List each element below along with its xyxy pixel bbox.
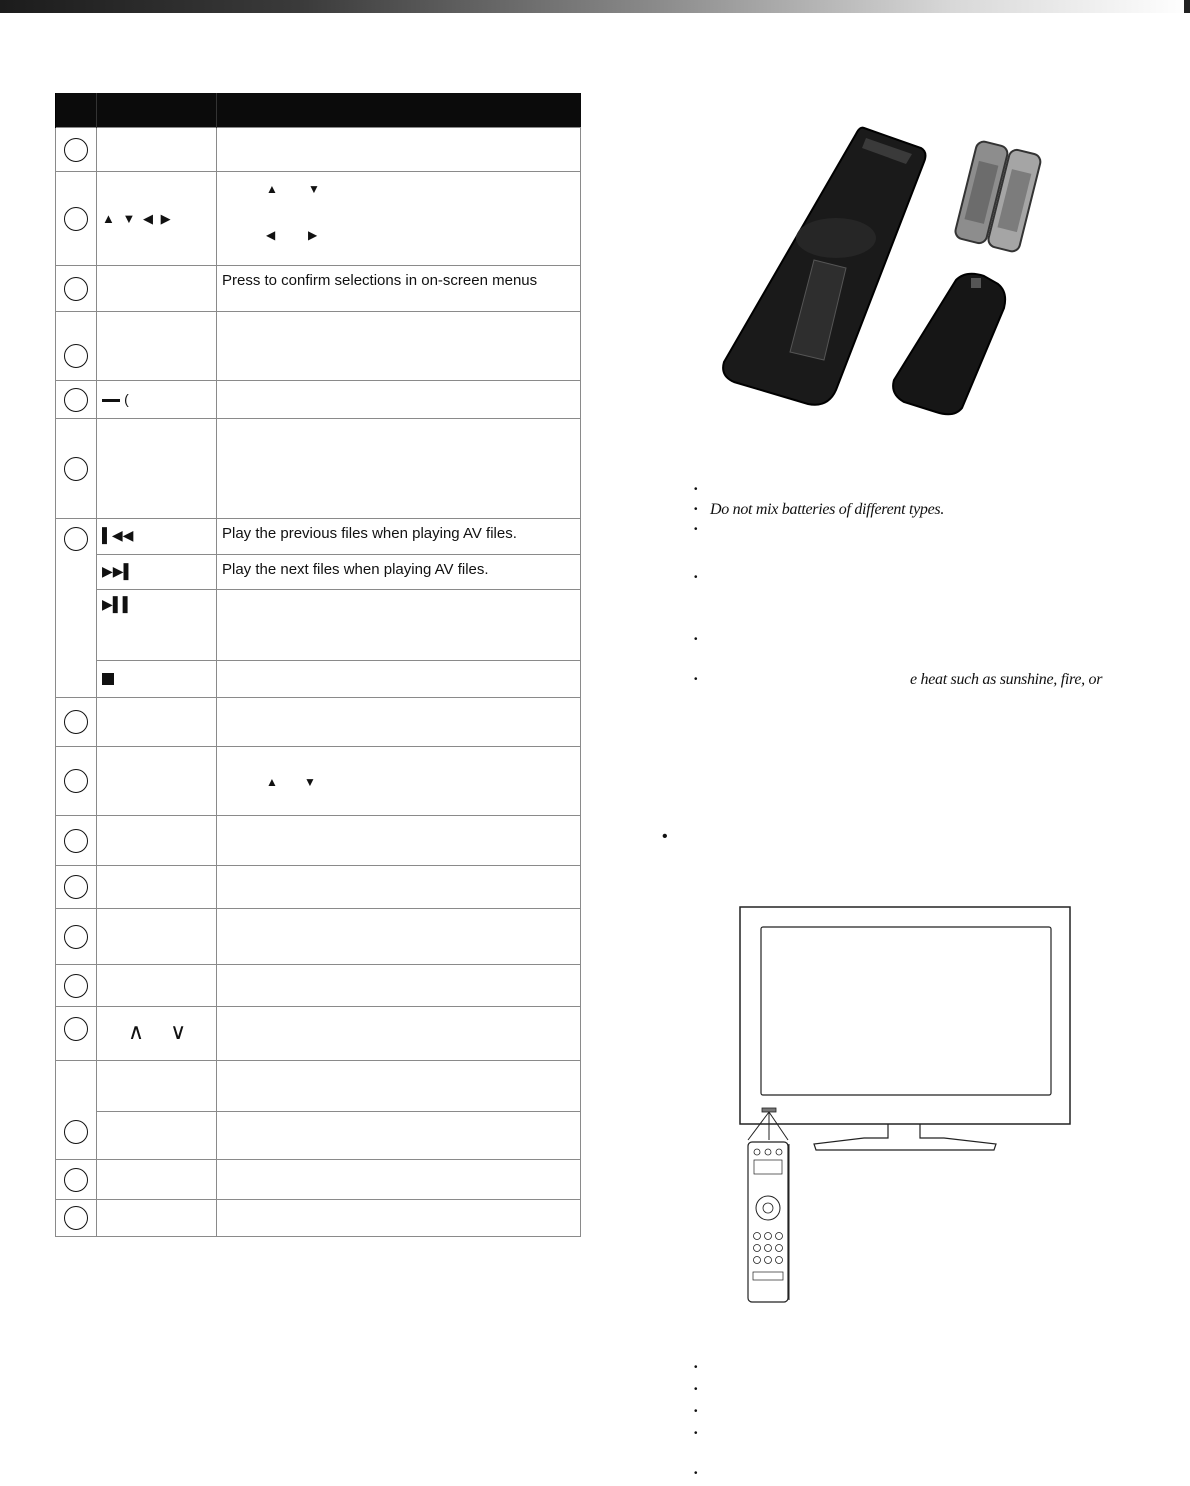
row-number-cell bbox=[56, 128, 97, 172]
small-remote bbox=[748, 1142, 789, 1302]
note-item bbox=[694, 1380, 710, 1402]
number-circle bbox=[64, 388, 88, 412]
battery-cautions-list-3 bbox=[694, 630, 710, 650]
description-cell bbox=[217, 965, 581, 1007]
description-cell bbox=[217, 172, 581, 266]
description-cell bbox=[217, 128, 581, 172]
cover-clip bbox=[971, 278, 981, 288]
caution-heat-text: • e heat such as sunshine, fire, or bbox=[910, 671, 1103, 688]
button-cell bbox=[97, 590, 217, 661]
up-arrow-icon: ▲ bbox=[266, 182, 278, 196]
table-row bbox=[56, 1007, 581, 1061]
description-cell bbox=[217, 866, 581, 909]
description-cell bbox=[217, 1160, 581, 1200]
row-number-cell bbox=[56, 909, 97, 965]
button-cell bbox=[97, 866, 217, 909]
button-cell bbox=[97, 266, 217, 312]
description-cell bbox=[217, 1200, 581, 1237]
channel-chevrons bbox=[102, 1019, 186, 1044]
remote-buttons-table bbox=[55, 93, 581, 1237]
table-row bbox=[56, 965, 581, 1007]
table-row bbox=[56, 1061, 581, 1112]
number-circle bbox=[64, 138, 88, 162]
button-cell bbox=[97, 1200, 217, 1237]
row-number-cell bbox=[56, 698, 97, 747]
row-number-cell bbox=[56, 747, 97, 816]
table-row bbox=[56, 698, 581, 747]
number-circle bbox=[64, 1017, 88, 1041]
button-cell bbox=[97, 555, 217, 590]
note-item bbox=[694, 1358, 710, 1380]
remote-grip-curve bbox=[796, 218, 876, 258]
next-icon: ▶▶▌ bbox=[102, 563, 134, 579]
row-number-cell bbox=[56, 519, 97, 698]
table-row bbox=[56, 661, 581, 698]
table-row bbox=[56, 555, 581, 590]
button-cell bbox=[97, 747, 217, 816]
description-cell bbox=[217, 698, 581, 747]
number-circle bbox=[64, 457, 88, 481]
button-cell bbox=[97, 172, 217, 266]
tv-remote-range-illustration bbox=[724, 900, 1104, 1310]
description-cell bbox=[217, 1061, 581, 1112]
previous-description: Play the previous files when playing AV files. bbox=[217, 519, 581, 555]
down-arrow-icon: ▼ bbox=[308, 182, 320, 196]
description-cell bbox=[217, 661, 581, 698]
caution-item bbox=[694, 630, 710, 650]
description-cell bbox=[217, 909, 581, 965]
note-item bbox=[694, 1402, 710, 1424]
button-cell bbox=[97, 1160, 217, 1200]
number-circle bbox=[64, 527, 88, 551]
next-description: Play the next files when playing AV files. bbox=[217, 555, 581, 590]
number-circle bbox=[64, 1120, 88, 1144]
channel-up-icon: ∧ bbox=[128, 1019, 145, 1044]
direction-arrows-icon: ▲ ▼ ◀ ▶ bbox=[102, 210, 173, 226]
table-row bbox=[56, 1112, 581, 1160]
table-row bbox=[56, 909, 581, 965]
battery-cautions-list-4 bbox=[694, 670, 1103, 690]
number-circle bbox=[64, 207, 88, 231]
description-cell bbox=[217, 590, 581, 661]
button-cell bbox=[97, 816, 217, 866]
battery-cautions-list-2 bbox=[694, 568, 710, 588]
row-number-cell bbox=[56, 816, 97, 866]
row-number-cell bbox=[56, 1200, 97, 1237]
stop-icon bbox=[102, 673, 114, 685]
caution-item bbox=[694, 568, 710, 588]
button-cell bbox=[97, 698, 217, 747]
table-row bbox=[56, 312, 581, 381]
button-cell bbox=[97, 312, 217, 381]
caution-item-mix-types bbox=[694, 500, 944, 520]
row-number-cell bbox=[56, 312, 97, 381]
number-circle bbox=[64, 769, 88, 793]
table-row bbox=[56, 381, 581, 419]
button-cell bbox=[97, 965, 217, 1007]
button-cell bbox=[97, 1061, 217, 1112]
channel-down-icon: ∨ bbox=[170, 1019, 187, 1044]
number-circle bbox=[64, 875, 88, 899]
row-number-cell bbox=[56, 419, 97, 519]
row-number-cell bbox=[56, 381, 97, 419]
caution-mix-types-text: Do not mix batteries of different types. bbox=[710, 501, 945, 518]
button-cell bbox=[97, 128, 217, 172]
table-row bbox=[56, 128, 581, 172]
row-number-cell bbox=[56, 266, 97, 312]
description-cell bbox=[217, 747, 581, 816]
table-header-cell bbox=[217, 93, 581, 128]
battery-cover bbox=[893, 274, 1005, 415]
ir-sensor bbox=[762, 1108, 776, 1112]
right-arrow-icon: ▶ bbox=[308, 228, 318, 242]
table-row bbox=[56, 590, 581, 661]
number-circle bbox=[64, 925, 88, 949]
description-cell bbox=[217, 381, 581, 419]
play-pause-icon: ▶▌▌ bbox=[102, 596, 133, 612]
row-number-cell bbox=[56, 1160, 97, 1200]
row-number-cell bbox=[56, 1061, 97, 1160]
confirm-description: Press to confirm selections in on-screen menus bbox=[217, 266, 581, 312]
description-cell bbox=[217, 312, 581, 381]
left-arrow-icon: ◀ bbox=[266, 228, 276, 242]
table-row bbox=[56, 172, 581, 266]
tv-screen bbox=[761, 927, 1051, 1095]
table-header-cell bbox=[56, 93, 97, 128]
row-number-cell bbox=[56, 172, 97, 266]
number-circle bbox=[64, 829, 88, 853]
tv-stand bbox=[814, 1124, 996, 1150]
table-row bbox=[56, 419, 581, 519]
down-arrow-icon: ▼ bbox=[304, 775, 316, 789]
section-bullet: • bbox=[662, 828, 668, 845]
table-row bbox=[56, 519, 581, 555]
number-circle bbox=[64, 344, 88, 368]
button-cell bbox=[97, 909, 217, 965]
button-cell bbox=[97, 519, 217, 555]
table-row bbox=[56, 816, 581, 866]
battery-cautions-list bbox=[694, 480, 944, 540]
button-cell bbox=[97, 1007, 217, 1061]
number-circle bbox=[64, 277, 88, 301]
dash-button-label: ( bbox=[124, 391, 129, 407]
note-item bbox=[694, 1464, 710, 1486]
caution-item bbox=[694, 520, 944, 540]
header-bar-tick bbox=[1184, 0, 1190, 13]
description-cell bbox=[217, 816, 581, 866]
table-header-row bbox=[56, 93, 581, 128]
description-cell bbox=[217, 1007, 581, 1061]
table-row bbox=[56, 747, 581, 816]
table-row bbox=[56, 866, 581, 909]
table-row bbox=[56, 1160, 581, 1200]
row-number-cell bbox=[56, 866, 97, 909]
note-item bbox=[694, 1424, 710, 1464]
minus-icon bbox=[102, 399, 120, 402]
remote-battery-illustration bbox=[716, 120, 1116, 420]
button-cell bbox=[97, 1112, 217, 1160]
description-cell bbox=[217, 1112, 581, 1160]
table-row bbox=[56, 1200, 581, 1237]
number-circle bbox=[64, 1168, 88, 1192]
number-circle bbox=[64, 974, 88, 998]
row-number-cell bbox=[56, 1007, 97, 1061]
button-cell bbox=[97, 419, 217, 519]
up-arrow-icon: ▲ bbox=[266, 775, 278, 789]
row-number-cell bbox=[56, 965, 97, 1007]
description-cell bbox=[217, 419, 581, 519]
batteries bbox=[954, 140, 1042, 253]
header-gradient-bar bbox=[0, 0, 1190, 13]
button-cell bbox=[97, 381, 217, 419]
number-circle bbox=[64, 1206, 88, 1230]
table-row bbox=[56, 266, 581, 312]
table-header-cell bbox=[97, 93, 217, 128]
previous-icon: ▌◀◀ bbox=[102, 527, 134, 543]
tv-notes-list bbox=[694, 1358, 710, 1486]
caution-item-heat bbox=[694, 670, 1103, 690]
button-cell bbox=[97, 661, 217, 698]
number-circle bbox=[64, 710, 88, 734]
caution-item bbox=[694, 480, 944, 500]
